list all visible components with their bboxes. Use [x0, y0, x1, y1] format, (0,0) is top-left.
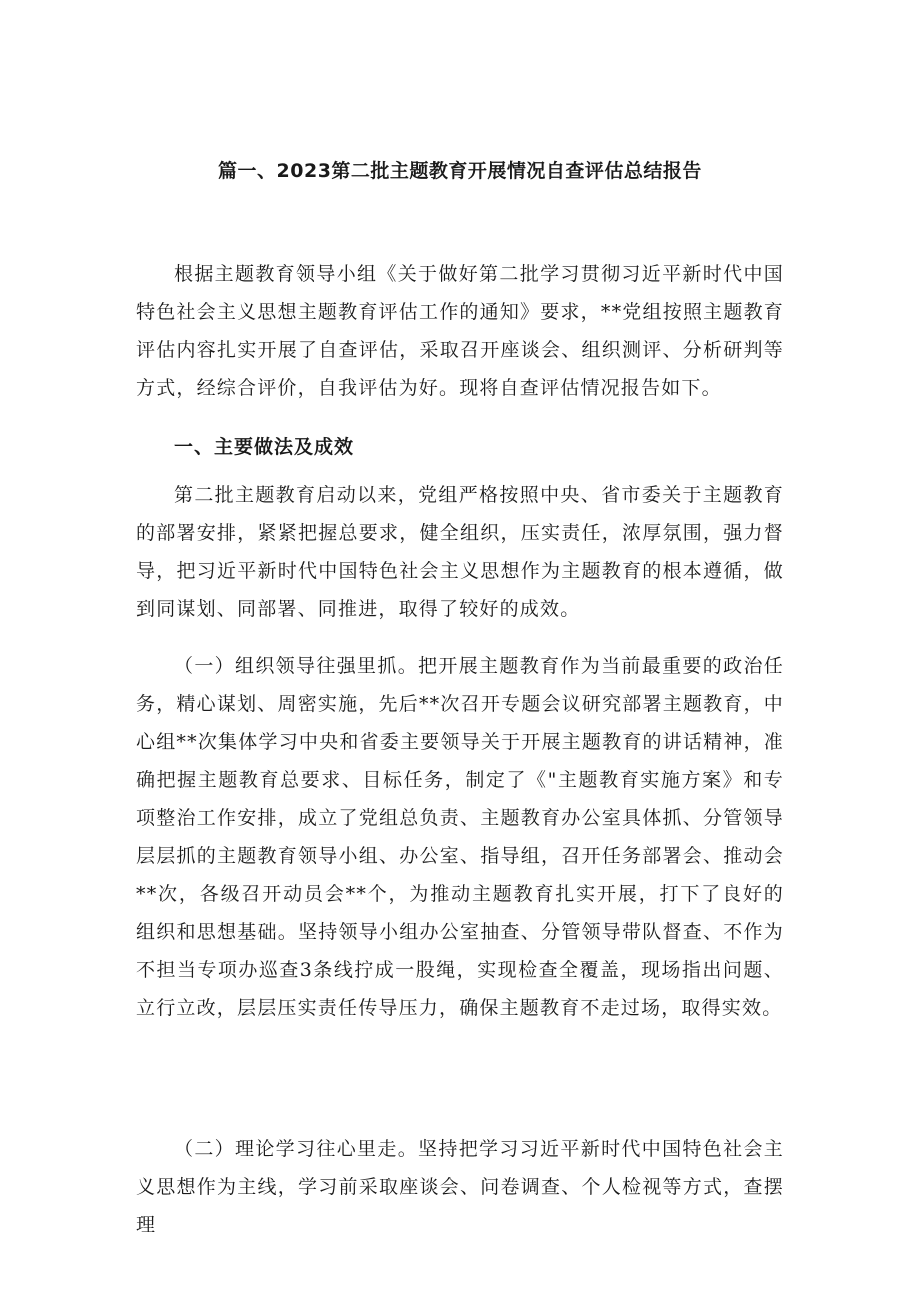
- item2-theory-study-paragraph: （二）理论学习往心里走。坚持把学习习近平新时代中国特色社会主义思想作为主线，学习前采取座谈会、问卷调查、个人检视等方式，查摆理: [136, 1138, 784, 1236]
- document-title: 篇一、2023第二批主题教育开展情况自查评估总结报告: [218, 160, 702, 182]
- item1-organization-paragraph: （一）组织领导往强里抓。把开展主题教育作为当前最重要的政治任务，精心谋划、周密实施，先后**次召开专题会议研究部署主题教育，中心组**次集体学习中央和省委主要领导关于开展主题教育的讲话精神，准确把握主题教育总要求、目标任务，制定了《"主题教育实施方案》和专项整治工作安排，成立了党组总负责、主题教育办公室具体抓、分管领导层层抓的主题教育领导小组、办公室、指导组，召开任务部署会、推动会**次，各级召开动员会**个，为推动主题教育扎实开展，打下了良好的组织和思想基础。坚持领导小组办公室抽查、分管领导带队督查、不作为不担当专项办巡查3条线拧成一股绳，实现检查全覆盖，现场指出问题、立行立改，层层压实责任传导压力，确保主题教育不走过场，取得实效。: [136, 655, 784, 1019]
- intro-paragraph: 根据主题教育领导小组《关于做好第二批学习贯彻习近平新时代中国特色社会主义思想主题教育评估工作的通知》要求，**党组按照主题教育评估内容扎实开展了自查评估，采取召开座谈会、组织测评、分析研判等方式，经综合评价，自我评估为好。现将自查评估情况报告如下。: [136, 263, 784, 399]
- section-heading-main-practices: 一、主要做法及成效: [174, 436, 355, 458]
- section1-paragraph: 第二批主题教育启动以来，党组严格按照中央、省市委关于主题教育的部署安排，紧紧把握总要求，健全组织，压实责任，浓厚氛围，强力督导，把习近平新时代中国特色社会主义思想作为主题教育的根本遵循，做到同谋划、同部署、同推进，取得了较好的成效。: [136, 484, 784, 620]
